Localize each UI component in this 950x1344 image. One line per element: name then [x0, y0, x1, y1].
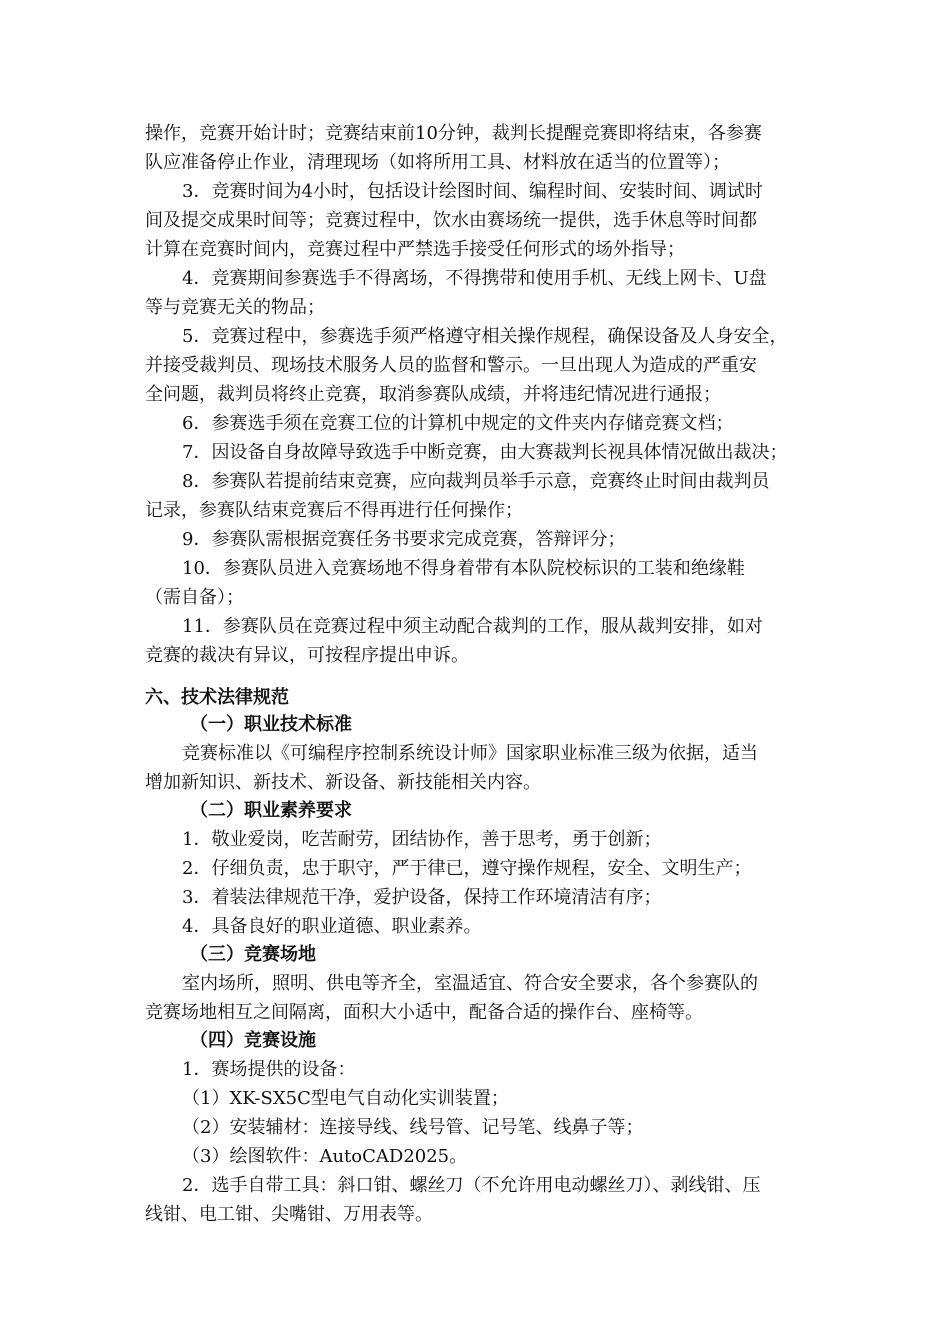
sub-list-item: （2）安装辅材：连接导线、线号管、记号笔、线鼻子等； — [182, 1117, 644, 1138]
text-line: 全问题，裁判员将终止竞赛，取消参赛队成绩，并将违纪情况进行通报； — [145, 384, 721, 405]
section-heading: 六、技术法律规范 — [145, 687, 289, 708]
rule-item-10: 10．参赛队员进入竞赛场地不得身着带有本队院校标识的工装和绝缘鞋 — [182, 558, 745, 579]
sub-list-item: （3）绘图软件：AutoCAD2025。 — [182, 1146, 468, 1167]
paragraph-line: 室内场所，照明、供电等齐全，室温适宜、符合安全要求，各个参赛队的 — [182, 973, 758, 994]
paragraph-line: 增加新知识、新技术、新设备、新技能相关内容。 — [145, 772, 541, 793]
text-line: 操作，竞赛开始计时；竞赛结束前10分钟，裁判长提醒竞赛即将结束，各参赛 — [145, 123, 762, 144]
paragraph-line: 竞赛场地相互之间隔离，面积大小适中，配备合适的操作台、座椅等。 — [145, 1002, 703, 1023]
rule-item-9: 9．参赛队需根据竞赛任务书要求完成竞赛，答辩评分； — [182, 529, 626, 550]
sub-list-item: （1）XK-SX5C型电气自动化实训装置； — [182, 1088, 509, 1109]
text-line: 计算在竞赛时间内，竞赛过程中严禁选手接受任何形式的场外指导； — [145, 239, 685, 260]
text-line: 等与竞赛无关的物品； — [145, 297, 325, 318]
rule-item-11: 11．参赛队员在竞赛过程中须主动配合裁判的工作，服从裁判安排，如对 — [182, 616, 763, 637]
list-item: 2．仔细负责，忠于职守，严于律已，遵守操作规程，安全、文明生产； — [182, 858, 752, 879]
subsection-heading: （三）竞赛场地 — [190, 944, 316, 965]
list-item: 1．赛场提供的设备： — [182, 1059, 356, 1080]
paragraph-line: 线钳、电工钳、尖嘴钳、万用表等。 — [145, 1204, 433, 1225]
rule-item-3: 3．竞赛时间为4小时，包括设计绘图时间、编程时间、安装时间、调试时 — [182, 181, 763, 202]
rule-item-4: 4．竞赛期间参赛选手不得离场，不得携带和使用手机、无线上网卡、U盘 — [182, 268, 767, 289]
text-line: （需自备）； — [145, 587, 244, 608]
list-item: 2．选手自带工具：斜口钳、螺丝刀（不允许用电动螺丝刀）、剥线钳、压 — [182, 1175, 761, 1196]
text-line: 记录，参赛队结束竞赛后不得再进行任何操作； — [145, 500, 523, 521]
subsection-heading: （四）竞赛设施 — [190, 1030, 316, 1051]
list-item: 3．着装法律规范干净，爱护设备，保持工作环境清洁有序； — [182, 887, 662, 908]
rule-item-5: 5．竞赛过程中，参赛选手须严格遵守相关操作规程，确保设备及人身安全， — [182, 326, 788, 347]
rule-item-8: 8．参赛队若提前结束竞赛，应向裁判员举手示意，竞赛终止时间由裁判员 — [182, 471, 770, 492]
rule-item-6: 6．参赛选手须在竞赛工位的计算机中规定的文件夹内存储竞赛文档； — [182, 413, 734, 434]
subsection-heading: （一）职业技术标准 — [190, 714, 352, 735]
text-line: 间及提交成果时间等；竞赛过程中，饮水由赛场统一提供，选手休息等时间都 — [145, 210, 757, 231]
text-line: 并接受裁判员、现场技术服务人员的监督和警示。一旦出现人为造成的严重安 — [145, 355, 757, 376]
text-line: 竞赛的裁决有异议，可按程序提出申诉。 — [145, 645, 469, 666]
paragraph-line: 竞赛标准以《可编程序控制系统设计师》国家职业标准三级为依据，适当 — [182, 743, 758, 764]
list-item: 1．敬业爱岗，吃苦耐劳，团结协作，善于思考，勇于创新； — [182, 829, 662, 850]
text-line: 队应准备停止作业，清理现场（如将所用工具、材料放在适当的位置等）； — [145, 152, 730, 173]
list-item: 4．具备良好的职业道德、职业素养。 — [182, 916, 482, 937]
rule-item-7: 7．因设备自身故障导致选手中断竞赛，由大赛裁判长视具体情况做出裁决； — [182, 442, 788, 463]
subsection-heading: （二）职业素养要求 — [190, 800, 352, 821]
